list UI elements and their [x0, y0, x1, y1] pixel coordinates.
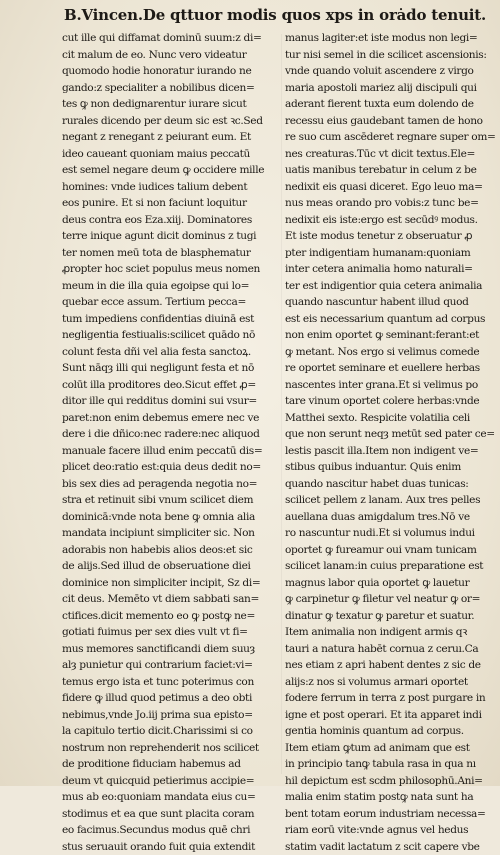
- text-line: cit deus. Memēto vt diem sabbati san=: [62, 591, 275, 608]
- text-line: quando nascitur habet duas tunicas:: [285, 476, 498, 493]
- text-line: nus meas orando pro vobis:z tunc be=: [285, 195, 498, 212]
- text-line: dere i die dñico:nec radere:nec aliquod: [62, 426, 275, 443]
- text-line: Matthei sexto. Respicite volatilia celi: [285, 410, 498, 427]
- text-line: negligentia festiualis:scilicet quādo nō: [62, 327, 275, 344]
- text-line: de alijs.Sed illud de obseruatione diei: [62, 558, 275, 575]
- text-line: fodere ferrum in terra z post purgare in: [285, 690, 498, 707]
- text-line: quando nascuntur habent illud quod: [285, 294, 498, 311]
- text-line: colūt illa proditores deo.Sicut effet ꝓ=: [62, 377, 275, 394]
- text-line: nedixit eis iste:ergo est secūdꝰ modus.: [285, 212, 498, 229]
- text-line: alijs:z nos si volumus armari oportet: [285, 674, 498, 691]
- running-header: B.Vincen.De qttuor modis quos xps in orȧdo tenuit.: [64, 6, 494, 30]
- text-line: maria apostoli mariez alij discipuli qui: [285, 80, 498, 97]
- text-line: scilicet lanam:in cuius preparatione est: [285, 558, 498, 575]
- text-line: rurales dicendo per deum sic est ꝛc.Sed: [62, 113, 275, 130]
- text-line: tum impediens confidentias diuinā est: [62, 311, 275, 328]
- right-text-column: [285, 30, 498, 782]
- text-line: colunt festa dñi vel alia festa sanctoꝝ.: [62, 344, 275, 361]
- text-line: nascentes inter grana.Et si velimus po: [285, 377, 498, 394]
- text-line: manus lagiter:et iste modus non legi=: [285, 30, 498, 47]
- text-line: ideo caueant quoniam maius peccatū: [62, 146, 275, 163]
- text-line: eos punire. Et si non faciunt loquitur: [62, 195, 275, 212]
- text-line: ditor ille qui redditus domini sui vsur=: [62, 393, 275, 410]
- text-line: tare vinum oportet colere herbas:vnde: [285, 393, 498, 410]
- text-line: ꝓropter hoc sciet populus meus nomen: [62, 261, 275, 278]
- text-line: mandata incipiunt simpliciter sic. Non: [62, 525, 275, 542]
- text-line: ro nascuntur nudi.Et si volumus indui: [285, 525, 498, 542]
- text-line: deus contra eos Eza.xiij. Dominatores: [62, 212, 275, 229]
- text-line: cut ille qui diffamat dominū suum:z di=: [62, 30, 275, 47]
- text-line: lestis pascit illa.Item non indigent ve=: [285, 443, 498, 460]
- text-line: nebimus,vnde Jo.iij prima sua episto=: [62, 707, 275, 724]
- text-line: terre inique agunt dicit dominus z tugi: [62, 228, 275, 245]
- text-line: quebar ecce assum. Tertium pecca=: [62, 294, 275, 311]
- text-line: temus ergo ista et tunc poterimus con: [62, 674, 275, 691]
- text-line: ꝙ metant. Nos ergo si velimus comede: [285, 344, 498, 361]
- text-line: ctifices.dicit memento eo ꝙ postꝙ ne=: [62, 608, 275, 625]
- text-line: non enim oportet ꝙ seminant:ferant:et: [285, 327, 498, 344]
- text-line: Sunt nāqȝ illi qui negligunt festa et nō: [62, 360, 275, 377]
- text-line: riam eorū vite:vnde agnus vel hedus: [285, 822, 498, 839]
- text-line: scilicet pellem z lanam. Aux tres pelles: [285, 492, 498, 509]
- text-line: la capitulo tertio dicit.Charissimi si co: [62, 723, 275, 740]
- text-line: mus ab eo:quoniam mandata eius cu=: [62, 789, 275, 806]
- text-line: vnde quando voluit ascendere z virgo: [285, 63, 498, 80]
- text-line: dominicā:vnde nota bene ꝙ omnia alia: [62, 509, 275, 526]
- text-line: dinatur ꝙ texatur ꝙ paretur et suatur.: [285, 608, 498, 625]
- text-line: paret:non enim debemus emere nec ve: [62, 410, 275, 427]
- text-line: Et iste modus tenetur z obseruatur ꝓ: [285, 228, 498, 245]
- text-line: Item animalia non indigent armis qꝛ: [285, 624, 498, 641]
- text-line: cit malum de eo. Nunc vero videatur: [62, 47, 275, 64]
- text-line: manuale facere illud enim peccatū dis=: [62, 443, 275, 460]
- text-line: de proditione fiduciam habemus ad: [62, 756, 275, 773]
- text-line: quomodo hodie honoratur iurando ne: [62, 63, 275, 80]
- text-line: alȝ punietur qui contrarium faciet:vi=: [62, 657, 275, 674]
- text-line: negant z renegant z peiurant eum. Et: [62, 129, 275, 146]
- text-line: gentia hominis quantum ad corpus.: [285, 723, 498, 740]
- text-line: re oportet seminare et euellere herbas: [285, 360, 498, 377]
- text-line: Item etiam ꝙtum ad animam que est: [285, 740, 498, 757]
- text-line: stra et retinuit sibi vnum scilicet diem: [62, 492, 275, 509]
- text-line: est eis necessarium quantum ad corpus: [285, 311, 498, 328]
- text-line: in principio tanꝙ tabula rasa in qua nı: [285, 756, 498, 773]
- text-line: mus memores sanctificandi diem suuȝ: [62, 641, 275, 658]
- text-line: gotiati fuimus per sex dies vult vt fi=: [62, 624, 275, 641]
- text-line: uatis manibus terebatur in celum z be: [285, 162, 498, 179]
- text-line: nes etiam z apri habent dentes z sic de: [285, 657, 498, 674]
- text-line: stibus quibus induantur. Quis enim: [285, 459, 498, 476]
- text-line: statim vadit lactatum z scit capere vbe: [285, 839, 498, 855]
- text-line: deum vt quicquid petierimus accipie=: [62, 773, 275, 790]
- text-line: fidere ꝙ illud quod petimus a deo obti: [62, 690, 275, 707]
- text-line: homines: vnde iudices talium debent: [62, 179, 275, 196]
- text-line: adorabis non habebis alios deos:et sic: [62, 542, 275, 559]
- text-line: que non serunt neqȝ metūt sed pater ce=: [285, 426, 498, 443]
- text-line: auellana duas amigdalum tres.Nō ve: [285, 509, 498, 526]
- text-line: nedixit eis quasi diceret. Ego leuo ma=: [285, 179, 498, 196]
- text-line: recessu eius gaudebant tamen de hono: [285, 113, 498, 130]
- text-line: oportet ꝙ fureamur oui vnam tunicam: [285, 542, 498, 559]
- text-line: aderant fierent tuxta eum dolendo de: [285, 96, 498, 113]
- text-line: tauri a natura habēt cornua z ceruı.Ca: [285, 641, 498, 658]
- text-line: bent totam eorum industriam necessa=: [285, 806, 498, 823]
- text-line: malia enim statim postꝙ nata sunt ha: [285, 789, 498, 806]
- text-line: dominice non simpliciter incipit, Sz di=: [62, 575, 275, 592]
- text-line: gando:z specialiter a nobilibus dicen=: [62, 80, 275, 97]
- text-line: nes creaturas.Tūc vt dicit textus.Ele=: [285, 146, 498, 163]
- text-line: stodimus et ea que sunt placita coram: [62, 806, 275, 823]
- text-line: hil depictum est scdm philosophū.Ani=: [285, 773, 498, 790]
- text-line: re suo cum ascēderet regnare super om=: [285, 129, 498, 146]
- text-line: stus seruauit orando fuit quia extendit: [62, 839, 275, 855]
- text-line: ter est indigentior quia cetera animalia: [285, 278, 498, 295]
- text-line: est semel negare deum ꝙ occidere mille: [62, 162, 275, 179]
- text-line: magnus labor quia oportet ꝙ lauetur: [285, 575, 498, 592]
- text-line: meum in die illa quia egoipse qui lo=: [62, 278, 275, 295]
- text-line: ꝙ carpinetur ꝙ filetur vel neatur ꝙ or=: [285, 591, 498, 608]
- column-gutter: [281, 34, 282, 774]
- text-line: inter cetera animalia homo naturali=: [285, 261, 498, 278]
- text-line: bis sex dies ad peragenda negotia no=: [62, 476, 275, 493]
- text-line: ter nomen meū tota de blasphematur: [62, 245, 275, 262]
- text-line: igne et post operari. Et ita apparet indi: [285, 707, 498, 724]
- text-line: tes ꝙ non dedignarentur iurare sicut: [62, 96, 275, 113]
- text-line: tur nisi semel in die scilicet ascensionis:: [285, 47, 498, 64]
- text-line: pter indigentiam humanam:quoniam: [285, 245, 498, 262]
- text-line: eo facimus.Secundus modus quē chri: [62, 822, 275, 839]
- text-line: plicet deo:ratio est:quia deus dedit no=: [62, 459, 275, 476]
- left-text-column: [62, 30, 275, 782]
- text-line: nostrum non reprehenderit nos scilicet: [62, 740, 275, 757]
